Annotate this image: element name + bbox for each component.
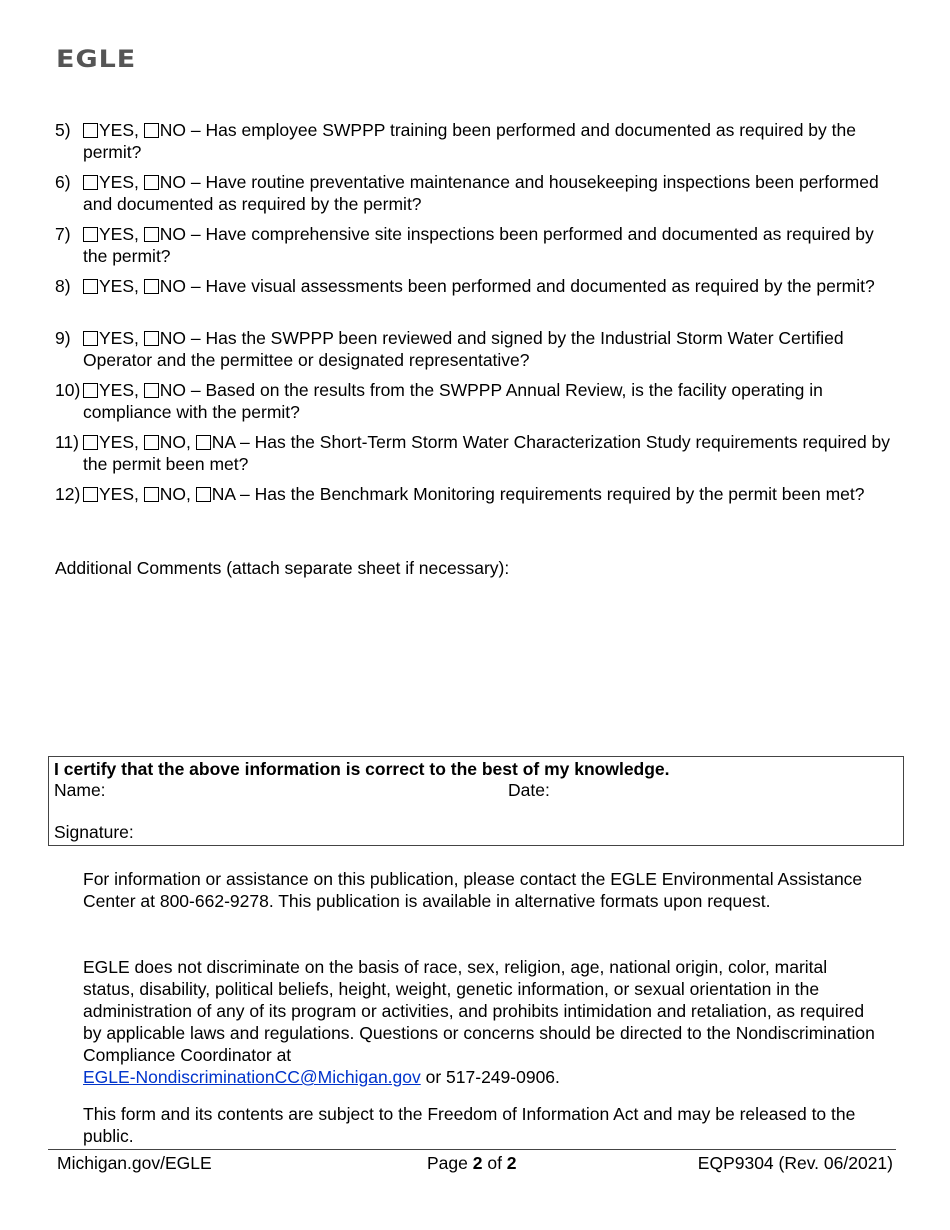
option-label: NO, bbox=[159, 432, 191, 452]
option-label: NO bbox=[159, 172, 187, 192]
page-prefix: Page bbox=[427, 1153, 473, 1173]
signature-field-label[interactable]: Signature: bbox=[54, 822, 134, 842]
checkbox[interactable] bbox=[196, 487, 211, 502]
question-item bbox=[55, 223, 900, 267]
footer-page-number bbox=[427, 1152, 517, 1174]
option-label: NO bbox=[159, 120, 187, 140]
question-number: 7) bbox=[55, 224, 71, 244]
checkbox[interactable] bbox=[144, 487, 159, 502]
option-label: YES, bbox=[99, 172, 139, 192]
checkbox[interactable] bbox=[144, 279, 159, 294]
checkbox[interactable] bbox=[83, 383, 98, 398]
egle-logo: EGLE bbox=[56, 45, 137, 74]
option-label: NA bbox=[211, 484, 236, 504]
option-label: NO bbox=[159, 276, 187, 296]
assistance-paragraph: For information or assistance on this publication, please contact the EGLE Environmental Assistance Center at 800-662-9278. This publication is available in alternative formats upon request. bbox=[83, 869, 863, 911]
page-total: 2 bbox=[506, 1153, 517, 1173]
name-field-label[interactable]: Name: bbox=[54, 780, 106, 800]
footer-form-id: EQP9304 (Rev. 06/2021) bbox=[697, 1153, 893, 1173]
checkbox[interactable] bbox=[83, 279, 98, 294]
question-number: 10) bbox=[55, 380, 81, 400]
question-item bbox=[55, 171, 900, 215]
question-number: 9) bbox=[55, 328, 71, 348]
option-label: NA bbox=[211, 432, 236, 452]
question-item bbox=[55, 119, 900, 163]
option-label: YES, bbox=[99, 276, 139, 296]
option-label: YES, bbox=[99, 328, 139, 348]
question-item bbox=[55, 431, 900, 475]
page-current: 2 bbox=[472, 1153, 483, 1173]
question-text: – Have visual assessments been performed and documented as required by the permit? bbox=[190, 276, 875, 296]
checkbox[interactable] bbox=[83, 175, 98, 190]
question-text: – Based on the results from the SWPPP Annual Review, is the facility operating in compliance with the permit? bbox=[83, 380, 823, 422]
question-text: – Has employee SWPPP training been performed and documented as required by the permit? bbox=[83, 120, 856, 162]
question-text: – Have comprehensive site inspections been performed and documented as required by the permit? bbox=[83, 224, 874, 266]
option-label: YES, bbox=[99, 380, 139, 400]
option-label: YES, bbox=[99, 224, 139, 244]
footer-divider bbox=[48, 1149, 896, 1150]
question-item bbox=[55, 275, 900, 297]
option-label: YES, bbox=[99, 120, 139, 140]
foia-paragraph: This form and its contents are subject to the Freedom of Information Act and may be released to the public. bbox=[83, 1104, 856, 1146]
date-field-label[interactable]: Date: bbox=[508, 780, 550, 800]
question-item bbox=[55, 327, 900, 371]
checkbox[interactable] bbox=[83, 487, 98, 502]
question-text: – Has the Short-Term Storm Water Characterization Study requirements required by the permit been met? bbox=[83, 432, 891, 474]
option-label: YES, bbox=[99, 432, 139, 452]
question-number: 6) bbox=[55, 172, 71, 192]
checkbox[interactable] bbox=[83, 435, 98, 450]
option-label: NO bbox=[159, 328, 187, 348]
email-link[interactable]: EGLE-NondiscriminationCC@Michigan.gov bbox=[83, 1067, 421, 1087]
option-label: NO bbox=[159, 380, 187, 400]
phone-text: or 517-249-0906. bbox=[420, 1067, 560, 1087]
question-text: – Has the Benchmark Monitoring requirements required by the permit been met? bbox=[240, 484, 865, 504]
option-label: NO bbox=[159, 224, 187, 244]
option-label: YES, bbox=[99, 484, 139, 504]
footer-website: Michigan.gov/EGLE bbox=[57, 1153, 212, 1173]
option-label: NO, bbox=[159, 484, 191, 504]
checkbox[interactable] bbox=[144, 435, 159, 450]
checkbox[interactable] bbox=[144, 383, 159, 398]
checkbox[interactable] bbox=[144, 331, 159, 346]
question-item bbox=[55, 379, 900, 423]
certification-box bbox=[48, 756, 904, 846]
checkbox[interactable] bbox=[196, 435, 211, 450]
question-number: 12) bbox=[55, 484, 81, 504]
question-number: 5) bbox=[55, 120, 71, 140]
page-of: of bbox=[482, 1153, 507, 1173]
certification-statement: I certify that the above information is correct to the best of my knowledge. bbox=[54, 759, 670, 779]
question-number: 11) bbox=[55, 432, 79, 452]
nondiscrimination-paragraph bbox=[83, 956, 883, 1088]
checkbox[interactable] bbox=[83, 123, 98, 138]
question-item bbox=[55, 483, 900, 505]
comments-label: Additional Comments (attach separate sheet if necessary): bbox=[55, 558, 510, 578]
checkbox[interactable] bbox=[144, 175, 159, 190]
question-number: 8) bbox=[55, 276, 71, 296]
question-text: – Have routine preventative maintenance and housekeeping inspections been performed and documented as required by the permit? bbox=[83, 172, 879, 214]
checkbox[interactable] bbox=[144, 227, 159, 242]
nondiscrimination-text: EGLE does not discriminate on the basis of race, sex, religion, age, national origin, color, marital status, disability, political beliefs, height, weight, genetic information, or sexual orientation in the administration of any of its program or activities, and prohibits intimidation and retaliation, as required by applicable laws and regulations. Questions or concerns should be directed to the Nondiscrimination Compliance Coordinator at bbox=[83, 957, 875, 1065]
checkbox[interactable] bbox=[144, 123, 159, 138]
checkbox[interactable] bbox=[83, 227, 98, 242]
question-text: – Has the SWPPP been reviewed and signed by the Industrial Storm Water Certified Operator and the permittee or designated representative? bbox=[83, 328, 844, 370]
checkbox[interactable] bbox=[83, 331, 98, 346]
